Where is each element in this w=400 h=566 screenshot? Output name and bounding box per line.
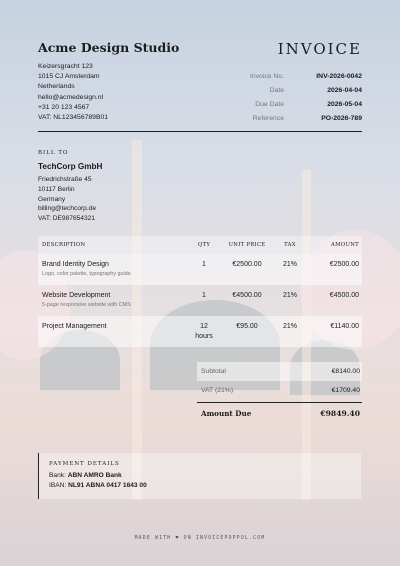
footer-credit[interactable]: MADE WITH ♥ ON INVOICEPOPPOL.COM: [134, 536, 266, 541]
meta-due-date: Due Date 2026-05-04: [255, 100, 362, 108]
subtotal-value: €8140.00: [331, 368, 360, 375]
item-unit-price: €4500.00: [232, 292, 262, 299]
item-qty-unit: hours: [195, 333, 213, 340]
item-description: Website Development: [42, 292, 111, 299]
item-tax: 21%: [282, 323, 297, 330]
item-tax: 21%: [282, 261, 297, 268]
table-row: [38, 254, 362, 285]
item-amount: €2500.00: [329, 261, 359, 268]
company-name: Acme Design Studio: [38, 40, 180, 55]
vat-row: VAT (21%) €1709.40: [201, 387, 360, 394]
invoice-meta: [232, 69, 362, 125]
invoice-title: INVOICE: [277, 40, 362, 58]
bill-to-heading: BILL TO: [38, 150, 69, 156]
subtotal-row: Subtotal €8140.00: [197, 362, 362, 381]
item-description: Project Management: [42, 323, 107, 330]
payment-heading: PAYMENT DETAILS: [49, 461, 120, 467]
payment-iban: IBAN: NL91 ABNA 0417 1643 00: [49, 482, 147, 489]
item-detail: 5-page responsive website with CMS: [42, 302, 131, 308]
meta-reference: Reference PO-2026-789: [252, 114, 362, 122]
item-qty: 12 hours: [190, 323, 218, 340]
item-qty: 1: [202, 261, 206, 268]
item-description: Brand Identity Design: [42, 261, 109, 268]
meta-date: Date 2026-04-04: [269, 86, 362, 94]
vat-value: €1709.40: [331, 387, 360, 394]
table-header: DESCRIPTION QTY UNIT PRICE TAX AMOUNT: [38, 236, 362, 254]
amount-due-value: €9849.40: [320, 408, 360, 418]
totals-block: [197, 362, 362, 423]
item-tax: 21%: [282, 292, 297, 299]
table-row: [38, 316, 362, 347]
client-address: Friedrichstraße 45 10117 Berlin Germany billing@techcorp.de VAT: DE987654321: [38, 176, 97, 223]
company-address: Keizersgracht 123 1015 CJ Amsterdam Netherlands hello@acmedesign.nl +31 20 123 4567 VAT: NL123456789B01: [38, 63, 109, 122]
table-row: [38, 285, 362, 316]
item-qty: 1: [202, 292, 206, 299]
item-amount: €4500.00: [329, 292, 359, 299]
line-items-table: [38, 236, 362, 347]
item-unit-price: €95.00: [236, 323, 258, 330]
header-divider: [38, 131, 362, 132]
client-name: TechCorp GmbH: [38, 162, 103, 171]
item-amount: €1140.00: [330, 323, 359, 330]
payment-details: [38, 453, 361, 499]
payment-bank: Bank: ABN AMRO Bank: [49, 472, 122, 479]
amount-due-row: Amount Due €9849.40: [201, 408, 360, 418]
meta-invoice-no: Invoice No. INV-2026-0042: [249, 72, 362, 80]
item-detail: Logo, color palette, typography guide: [42, 271, 131, 277]
item-unit-price: €2500.00: [232, 261, 262, 268]
